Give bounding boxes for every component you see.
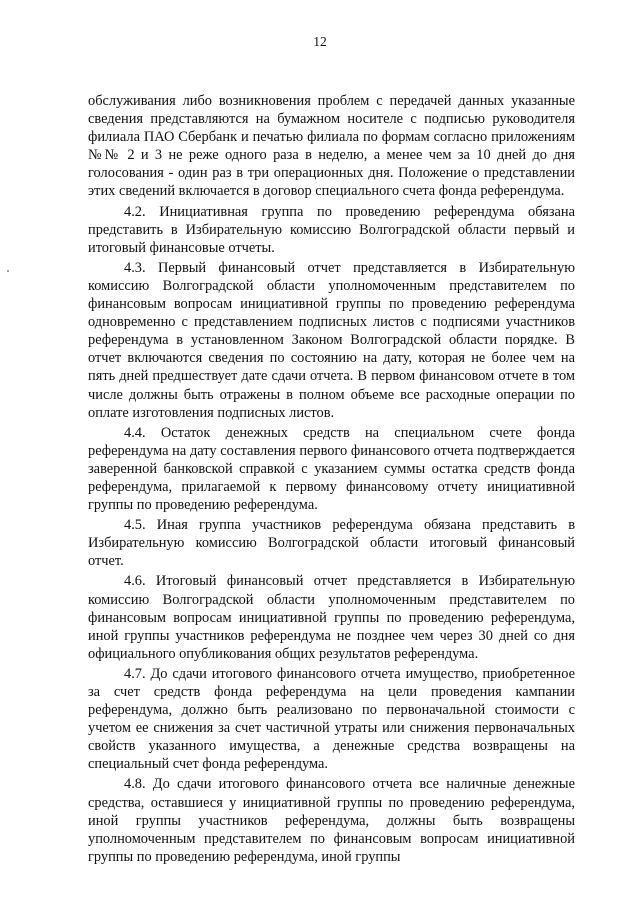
- paragraph-4-8: 4.8. До сдачи итогового финансового отчета все наличные денежные средства, оставшиеся у инициативной группы по проведению референдума, иной группы участников референдума, должны быть возвращены уполномоченным представителем по финансовым вопросам инициативной группы по проведению референдума, иной группы: [88, 776, 575, 865]
- margin-mark: [7, 270, 9, 272]
- paragraph-4-2: 4.2. Инициативная группа по проведению референдума обязана представить в Избирательную комиссию Волгоградской области первый и итоговый финансовые отчеты.: [88, 203, 575, 256]
- paragraph-4-4: 4.4. Остаток денежных средств на специальном счете фонда референдума на дату составления первого финансового отчета подтверждается заверенной банковской справкой с указанием суммы остатка средств фонда референдума, прилагаемой к первому финансовому отчету инициативной группы по проведению референдума.: [88, 424, 575, 514]
- paragraph-4-3: 4.3. Первый финансовый отчет представляется в Избирательную комиссию Волгоградской области уполномоченным представителем по финансовым вопросам инициативной группы по проведению референдума одновременно с представлением подписных листов с подписями участников референдума в установленном Законом Волгоградской области порядке. В отчет включаются сведения по состоянию на дату, которая не более чем на пять дней предшествует дате сдачи отчета. В первом финансовом отчете в том числе должны быть отражены в полном объеме все расходные операции по оплате изготовления подписных листов.: [88, 259, 575, 421]
- paragraph-4-6: 4.6. Итоговый финансовый отчет представляется в Избирательную комиссию Волгоградской области уполномоченным представителем по финансовым вопросам инициативной группы по проведению референдума, иной группы участников референдума не позднее чем через 30 дней со дня официального опубликования общих результатов референдума.: [88, 573, 575, 662]
- document-body: [88, 92, 575, 866]
- paragraph-continuation: обслуживания либо возникновения проблем с передачей данных указанные сведения представляются на бумажном носителе с подписью руководителя филиала ПАО Сбербанк и печатью филиала по формам согласно приложениям №№ 2 и 3 не реже одного раза в неделю, а менее чем за 10 дней до дня голосования - один раз в три операционных дня. Положение о представлении этих сведений включается в договор специального счета фонда референдума.: [88, 93, 575, 200]
- page-number: 12: [313, 34, 327, 49]
- paragraph-4-5: 4.5. Иная группа участников референдума обязана представить в Избирательную комиссию Волгоградской области итоговый финансовый отчет.: [88, 517, 575, 570]
- paragraph-4-7: 4.7. До сдачи итогового финансового отчета имущество, приобретенное за счет средств фонда референдума на цели проведения кампании референдума, должно быть реализовано по первоначальной стоимости с учетом ее снижения за счет частичной утраты или снижения первоначальных свойств указанного имущества, а денежные средства возвращены на специальный счет фонда референдума.: [88, 665, 575, 773]
